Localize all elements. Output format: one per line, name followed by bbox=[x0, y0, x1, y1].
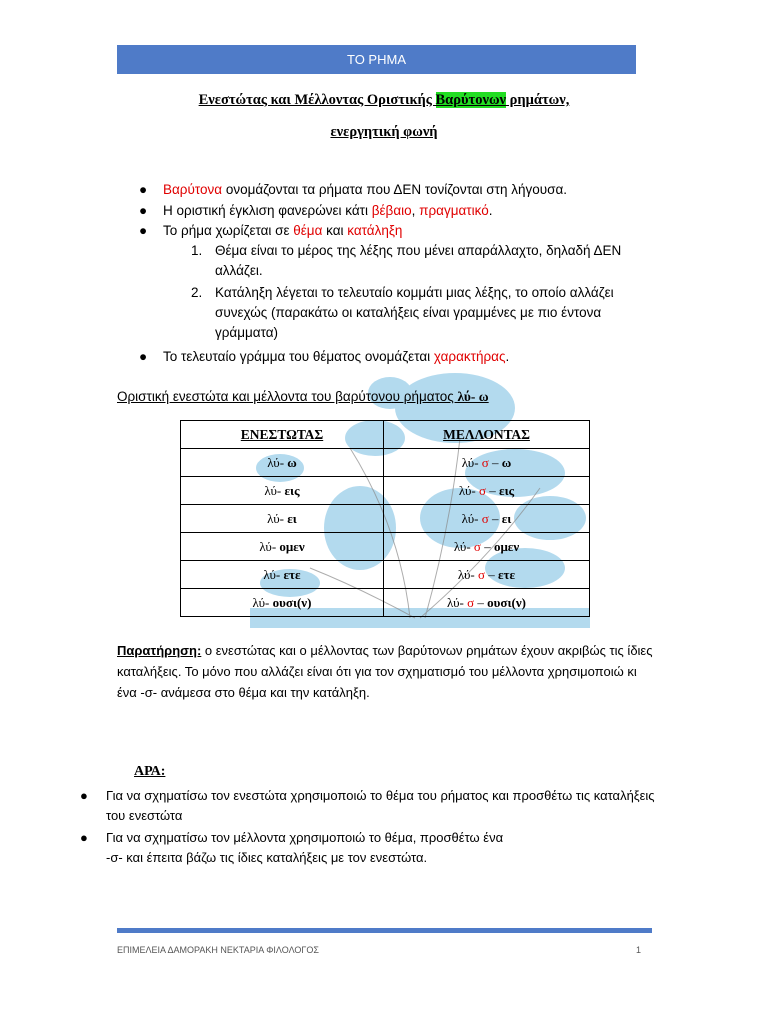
present-cell bbox=[181, 505, 384, 533]
bullet-icon: ● bbox=[80, 788, 88, 803]
present-cell bbox=[181, 477, 384, 505]
table-row bbox=[181, 505, 590, 533]
ending: ουσι(ν) bbox=[272, 594, 312, 610]
stem: λύ- bbox=[259, 538, 280, 554]
table-header-row bbox=[181, 421, 590, 449]
bullet-icon: ● bbox=[80, 830, 88, 845]
bullet-separator: , bbox=[411, 203, 420, 218]
numbered-text: Θέμα είναι το μέρος της λέξης που μένει απαράλλαχτο, δηλαδή ΔΕΝ αλλάζει. bbox=[215, 243, 622, 278]
ending: ει bbox=[287, 510, 297, 526]
future-cell bbox=[384, 477, 590, 505]
dash: – bbox=[474, 594, 488, 610]
numbered-item bbox=[135, 241, 655, 281]
note-label: Παρατήρηση: bbox=[117, 643, 202, 658]
document-subtitle bbox=[0, 124, 768, 141]
subtitle-text: ενεργητική φωνή bbox=[330, 124, 438, 140]
section-heading-text: Οριστική ενεστώτα και μέλλοντα του βαρύτονου ρήματος bbox=[117, 389, 458, 404]
stem: λύ- bbox=[267, 510, 288, 526]
dash: – bbox=[485, 566, 498, 582]
ara-heading: ΑΡΑ: bbox=[134, 764, 166, 779]
table-row bbox=[181, 533, 590, 561]
footer-author: ΕΠΙΜΕΛΕΙΑ ΔΑΜΟΡΑΚΗ ΝΕΚΤΑΡΙΑ ΦΙΛΟΛΟΓΟΣ bbox=[117, 945, 319, 955]
ending: ει bbox=[501, 510, 512, 526]
dash: – bbox=[488, 510, 502, 526]
sigma-marker: σ bbox=[481, 454, 489, 470]
stem: λύ- bbox=[458, 482, 479, 498]
ending: ω bbox=[501, 454, 512, 470]
list-item bbox=[80, 786, 660, 826]
bullet-end: . bbox=[488, 203, 493, 218]
list-item bbox=[135, 347, 655, 367]
numbered-item bbox=[135, 283, 655, 343]
dash: – bbox=[488, 454, 502, 470]
list-item bbox=[135, 180, 655, 200]
ending: ω bbox=[287, 454, 297, 470]
dash: – bbox=[486, 482, 500, 498]
bullet-icon: ● bbox=[139, 223, 148, 238]
stem: λύ- bbox=[461, 510, 482, 526]
list-item bbox=[135, 201, 655, 221]
stem: λύ- bbox=[263, 566, 284, 582]
bullet-text: ονομάζονται τα ρήματα που ΔΕΝ τονίζονται στη λήγουσα. bbox=[222, 182, 568, 197]
numbered-text: Κατάληξη λέγεται το τελευταίο κομμάτι μιας λέξης, το οποίο αλλάζει συνεχώς (παρακάτω οι καταλήξεις είναι γραμμένες με πιο έντονα γράμματα) bbox=[215, 285, 614, 340]
present-cell bbox=[181, 449, 384, 477]
bullet-text: Το τελευταίο γράμμα του θέματος ονομάζεται bbox=[163, 349, 434, 364]
item-number: 2. bbox=[191, 285, 203, 300]
term-pragmatiko: πραγματικό bbox=[419, 203, 489, 218]
ending: εις bbox=[284, 482, 300, 498]
sigma-marker: σ bbox=[481, 510, 489, 526]
title-part-a: Ενεστώτας και Μέλλοντας Οριστικής bbox=[198, 92, 436, 108]
term-katalixi: κατάληξη bbox=[347, 223, 403, 238]
ending: ετε bbox=[498, 566, 516, 582]
bullet-text-mid: και bbox=[322, 223, 348, 238]
ending: ομεν bbox=[279, 538, 305, 554]
ending: ομεν bbox=[493, 538, 520, 554]
future-cell bbox=[384, 449, 590, 477]
stem: λύ- bbox=[457, 566, 478, 582]
sigma-marker: σ bbox=[473, 538, 481, 554]
section-heading-verb: λύ- ω bbox=[457, 389, 489, 404]
page-number: 1 bbox=[636, 945, 642, 955]
header-band bbox=[117, 45, 636, 74]
conclusion-text-continued: -σ- και έπειτα βάζω τις ίδιες καταλήξεις με τον ενεστώτα. bbox=[106, 850, 428, 865]
bullet-icon: ● bbox=[139, 182, 148, 197]
document-title bbox=[0, 92, 768, 109]
conclusion-list bbox=[80, 786, 660, 868]
table-row bbox=[181, 449, 590, 477]
table-row bbox=[181, 477, 590, 505]
sigma-marker: σ bbox=[479, 482, 487, 498]
stem: λύ- bbox=[267, 454, 288, 470]
sigma-marker: σ bbox=[477, 566, 485, 582]
sigma-marker: σ bbox=[467, 594, 475, 610]
ending: ουσι(ν) bbox=[487, 594, 526, 610]
header-band-text: ΤΟ ΡΗΜΑ bbox=[347, 52, 406, 67]
present-cell bbox=[181, 561, 384, 589]
term-barytona: Βαρύτονα bbox=[163, 182, 223, 197]
observation-note bbox=[117, 640, 655, 703]
future-cell bbox=[384, 505, 590, 533]
stem: λύ- bbox=[453, 538, 474, 554]
future-cell bbox=[384, 561, 590, 589]
title-part-b: ρημάτων, bbox=[506, 92, 570, 108]
footer-divider bbox=[117, 928, 652, 933]
bullet-icon: ● bbox=[139, 349, 148, 364]
future-cell bbox=[384, 533, 590, 561]
conclusion-text: Για να σχηματίσω τον ενεστώτα χρησιμοποιώ το θέμα του ρήματος και προσθέτω τις καταλήξεις του ενεστώτα bbox=[106, 788, 655, 823]
table-row bbox=[181, 561, 590, 589]
conjugation-table bbox=[180, 420, 590, 617]
list-item bbox=[135, 221, 655, 241]
term-charaktiras: χαρακτήρας bbox=[433, 349, 506, 364]
note-text: ο ενεστώτας και ο μέλλοντας των βαρύτονων ρημάτων έχουν ακριβώς τις ίδιες καταλήξεις. Το μόνο που αλλάζει είναι ότι για τον σχηματισμό του μέλλοντα χρησιμοποιώ κι ένα -σ- ανάμεσα στο θέμα και την κατάληξη. bbox=[117, 643, 653, 700]
bullet-text: Η οριστική έγκλιση φανερώνει κάτι bbox=[163, 203, 372, 218]
table-row bbox=[181, 589, 590, 617]
section-heading bbox=[117, 389, 489, 405]
future-cell bbox=[384, 589, 590, 617]
stem: λύ- bbox=[264, 482, 285, 498]
ending: ετε bbox=[283, 566, 301, 582]
present-cell bbox=[181, 533, 384, 561]
stem: λύ- bbox=[252, 594, 273, 610]
bullet-list bbox=[135, 180, 655, 367]
column-header-enestotas: ΕΝΕΣΤΩΤΑΣ bbox=[181, 421, 384, 449]
term-thema: θέμα bbox=[293, 223, 323, 238]
conclusion-text: Για να σχηματίσω τον μέλλοντα χρησιμοποιώ το θέμα, προσθέτω ένα bbox=[106, 830, 504, 845]
ending: εις bbox=[499, 482, 515, 498]
term-bebaio: βέβαιο bbox=[371, 203, 412, 218]
stem: λύ- bbox=[447, 594, 468, 610]
list-item bbox=[80, 828, 660, 868]
bullet-icon: ● bbox=[139, 203, 148, 218]
column-header-mellontas: ΜΕΛΛΟΝΤΑΣ bbox=[384, 421, 590, 449]
stem: λύ- bbox=[461, 454, 482, 470]
bullet-text: Το ρήμα χωρίζεται σε bbox=[163, 223, 294, 238]
item-number: 1. bbox=[191, 243, 203, 258]
title-highlight: Βαρύτονων bbox=[435, 92, 507, 108]
bullet-end: . bbox=[505, 349, 510, 364]
present-cell bbox=[181, 589, 384, 617]
dash: – bbox=[480, 538, 494, 554]
